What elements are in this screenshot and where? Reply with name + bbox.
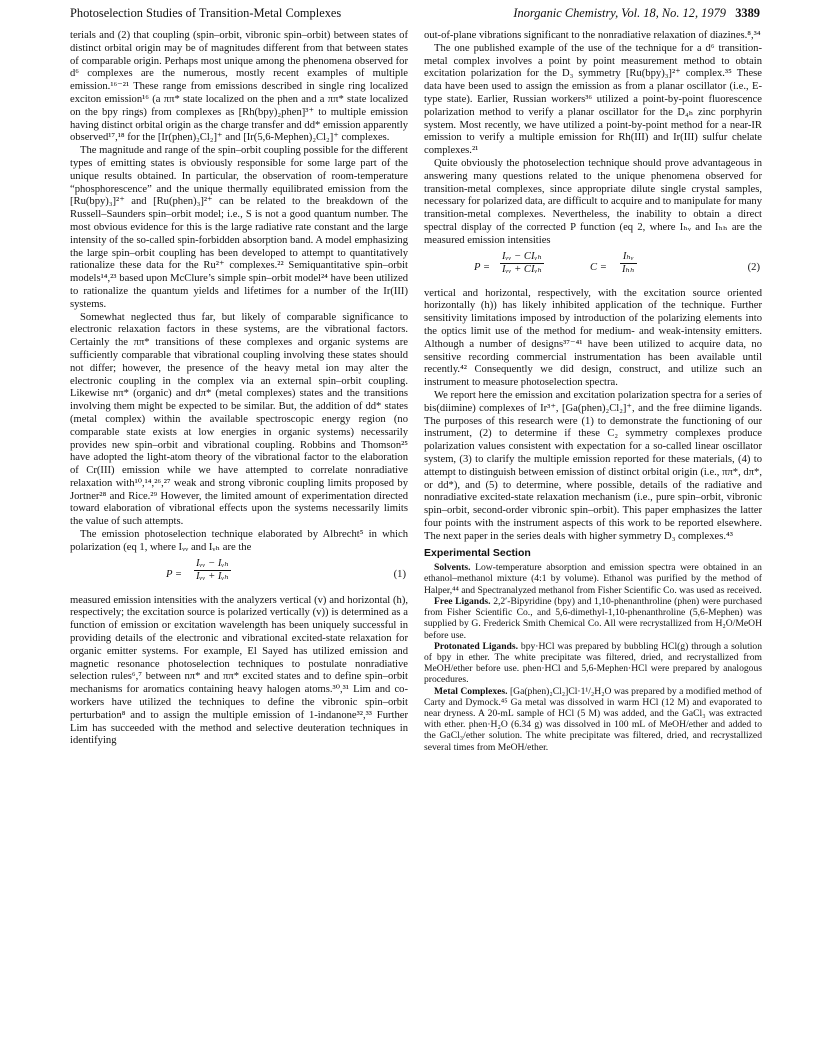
paragraph: The magnitude and range of the spin–orbit coupling possible for the different types of emitting states is obviously responsible for some large part of the unique results obtained. In particular, the observation of room-temperature “phosphorescence” and the unique thermally equilibrated emission from the [Ru(bpy)₃]²⁺ and [Ru(phen)₃]²⁺ can be related to the breakdown of the Russell–Saunders spin–orbit model; i.e., S is not a good quantum number. The most obvious evidence for this is the large radiative rate constant and the large intensity of the so-called spin-forbidden absorption band. A model emphasizing the large spin–orbit coupling has been developed to attempt to quantitatively rationalize these data for the Ru²⁺ complexes.²² Semiquantitative spin–orbit models¹⁴,²³ based upon McClure’s simple spin–orbit model²⁴ have been utilized to rationalize the quantum yields and lifetimes for a number of the Ir(III) systems. [70,145,408,310]
equation-1: P = Iᵥᵥ − Iᵥₕ Iᵥᵥ + Iᵥₕ (1) [166,557,406,583]
paragraph: The one published example of the use of the technique for a d⁶ transition-metal complex involves a point by point measurement method to obtain excitation polarization for the D₃ symmetry [Ru(bpy)₃]²⁺ complex.³⁵ These data have been used to assign the emission as from a planar oscillator (i.e., E-type state). Earlier, Russian workers³⁶ utilized a point-by-point fluorescence polarization method to verify a planar oscillator for the D₄ₕ zinc porphyrin system. Most recently, we have utilized a point-by-point method for a near-IR emission to verify a multiple emission for Rh(III) and Ir(III) sulfur chelate complexes.²¹ [424,42,762,157]
paragraph: The emission photoselection technique elaborated by Albrecht⁵ in which polarization (eq 1, where Iᵥᵥ and Iᵥₕ are the [70,529,408,553]
equation-number: (1) [393,568,406,580]
section-heading: Experimental Section [424,547,531,560]
equation-number: (2) [747,261,760,273]
paragraph: out-of-plane vibrations significant to the nonradiative relaxation of diazines.⁸,³⁴ [424,30,761,41]
left-column [70,30,408,748]
paragraph: We report here the emission and excitation polarization spectra for a series of bis(diimine) complexes of Ir³⁺, [Ga(phen)₂Cl₂]⁺, and the free diimine ligands. The purposes of this research were (1) to demonstrate the functioning of our instrument, (2) to determine if these C₂ symmetry complexes produce polarization values consistent with expectation for a so-called linear oscillator system, (3) to clarify the multiple emission reported for these materials, (4) to attempt to distinguish between emission of distinct orbital origin (i.e., ππ*, dπ*, or dd*), and (5) to determine, where possible, details of the radiative and nonradiative excited-state relaxation mechanism (i.e., pure spin–orbit, vibronic spin–orbit, second-order vibronic spin–orbit). This paper emphasizes the latter four points with the instrument aspects of this work to be reported elsewhere. The next paper in the series deals with higher symmetry D₃ complexes.⁴³ [424,389,762,542]
equation-2: P = Iᵥᵥ − CIᵥₕ Iᵥᵥ + CIᵥₕ C = Iₕᵥ Iₕₕ (2) [474,250,760,276]
experimental-text: Solvents. Low-temperature absorption and emission spectra were obtained in an ethanol–methanol mixture (4:1 by volume). Ethanol was purified by the method of Halper,⁴⁴ and Spectranalyzed methanol from Fisher Scientific Co. was used as received. Free Ligands. 2,2′-Bipyridine (bpy) and 1,10-phenanthroline (phen) were purchased from Fisher Scientific Co., and 5,6-dimethyl-1,10-phenanthroline (5,6-Mephen) was supplied by G. Frederick Smith Chemical Co. All were recrystallized from H₂O/MeOH before use. Protonated Ligands. bpy·HCl was prepared by bubbling HCl(g) through a solution of bpy in ether. The white precipitate was filtered, dried, and recrystallized from MeOH/ether before use. phen·HCl and 5,6-Mephen·HCl were prepared by analogous procedures. Metal Complexes. [Ga(phen)₂Cl₂]Cl·1¹/₂H₂O was prepared by a modified method of Carty and Dymock.⁴⁵ Ga metal was dissolved in warm HCl (12 M) and evaporated to near dryness. A 20-mL sample of HCl (5 M) was added, and the GaCl₃ was extracted with ether. phen·H₂O (6.34 g) was dissolved in 100 mL of MeOH/ether and added to the GaCl₃/ether solution. The white precipitate was filtered, dried, and recrystallized several times from MeOH/ether. [424,562,762,753]
running-header [70,6,760,26]
journal-citation: Inorganic Chemistry, Vol. 18, No. 12, 1979 3389 [513,6,760,20]
right-column [424,30,762,753]
page-number: 3389 [735,6,760,20]
paragraph: terials and (2) that coupling (spin–orbit, vibronic spin–orbit) between states of distinct orbital origin may be of magnitudes different from that between states of comparable origin. Perhaps most unique among the phenomena observed for d⁶ complexes are the numerous, mostly recent examples of multiple emission.¹⁶⁻²¹ These range from emissions described in single ring localized exciton emission¹⁶ (a ππ* state localized on the phen and a ππ* state localized on the bpy rings) from complexes as [Rh(bpy)₂phen]³⁺ to multiple emission having distinct orbital origin as the charge transfer and dd* emission apparently observed¹⁷,¹⁸ for the [Ir(phen)₂Cl₂]⁺ and [Ir(5,6-Mephen)₂Cl₂]⁺ complexes. [70,30,408,144]
paragraph: measured emission intensities with the analyzers vertical (v) and horizontal (h), respectively; the excitation source is polarized vertically (v)) is determined as a function of emission or excitation wavelength has been uniquely successful in providing details of the electronic and vibrational excited-state relaxation for organic emitter systems. For example, El Sayed has utilized emission and magnetic resonance photoselection techniques to postulate nonradiative selection rules⁶,⁷ between nπ* and ππ* excited states and to define spin–orbit mechanisms for aromatics containing heavy halogen atoms.³⁰,³¹ Lim and co-workers have utilized the techniques to define the vibronic spin–orbit perturbation⁸ and to assign the multiple emission of 1-indanone³²,³³ Further Lim has succeeded with the method and selective deuteration techniques in identifying [70,594,408,747]
running-title: Photoselection Studies of Transition-Metal Complexes [70,6,342,20]
paragraph: Quite obviously the photoselection technique should prove advantageous in answering many questions related to the unique phenomena observed for transition-metal complexes, since appropriate dilute single crystal samples, necessary for polarized data, are difficult to acquire and to manipulate for many transition-metal complexes. Nevertheless, the inability to obtain a direct spectral display of the corrected P function (eq 2, where Iₕᵥ and Iₕₕ are the measured emission intensities [424,157,762,246]
paragraph: vertical and horizontal, respectively, with the excitation source oriented horizontally (h)) has likely inhibited application of the technique. Further sensitivity limitations imposed by introduction of the polarizing elements into the optics limit use of the method for medium- and weak-intensity emitters. Although a number of designs³⁷⁻⁴¹ have been utilized to acquire data, no sensitive recording commercial instrumentation has been available until recently.⁴² Consequently we did design, construct, and utilize such an instrument to measure photoselection spectra. [424,287,762,389]
paragraph: Somewhat neglected thus far, but likely of comparable significance to electronic relaxation factors in these systems, are the vibrational factors. Certainly the ππ* transitions of these complexes and organic systems are sufficiently comparable that vibrational coupling involving these states should not differ; however, the presence of the heavy metal ion may alter the electronic coupling in the complex via an external spin–orbit coupling. Likewise nπ* (organic) and dπ* (metal complexes) states and the transitions involving them might be expected to be similar. But, the addition of dd* states (metal complex) within the available spectroscopic energy region (no comparable state exists at low energies in organic systems) necessarily provides new spin–orbit and vibrational coupling. Robbins and Thomson²⁵ have adopted the light-atom theory of the vibrational factor to the elaboration of Cr(III) emission while we have attempted to correlate nonradiative relaxation with¹⁰,¹⁴,²⁶,²⁷ weak and strong vibronic coupling limits proposed by Jortner²⁸ and Rice.²⁹ However, the limited amount of experimentation directed toward elaboration of vibrational effects upon the systems necessarily limits the value of such attempts. [70,311,408,528]
